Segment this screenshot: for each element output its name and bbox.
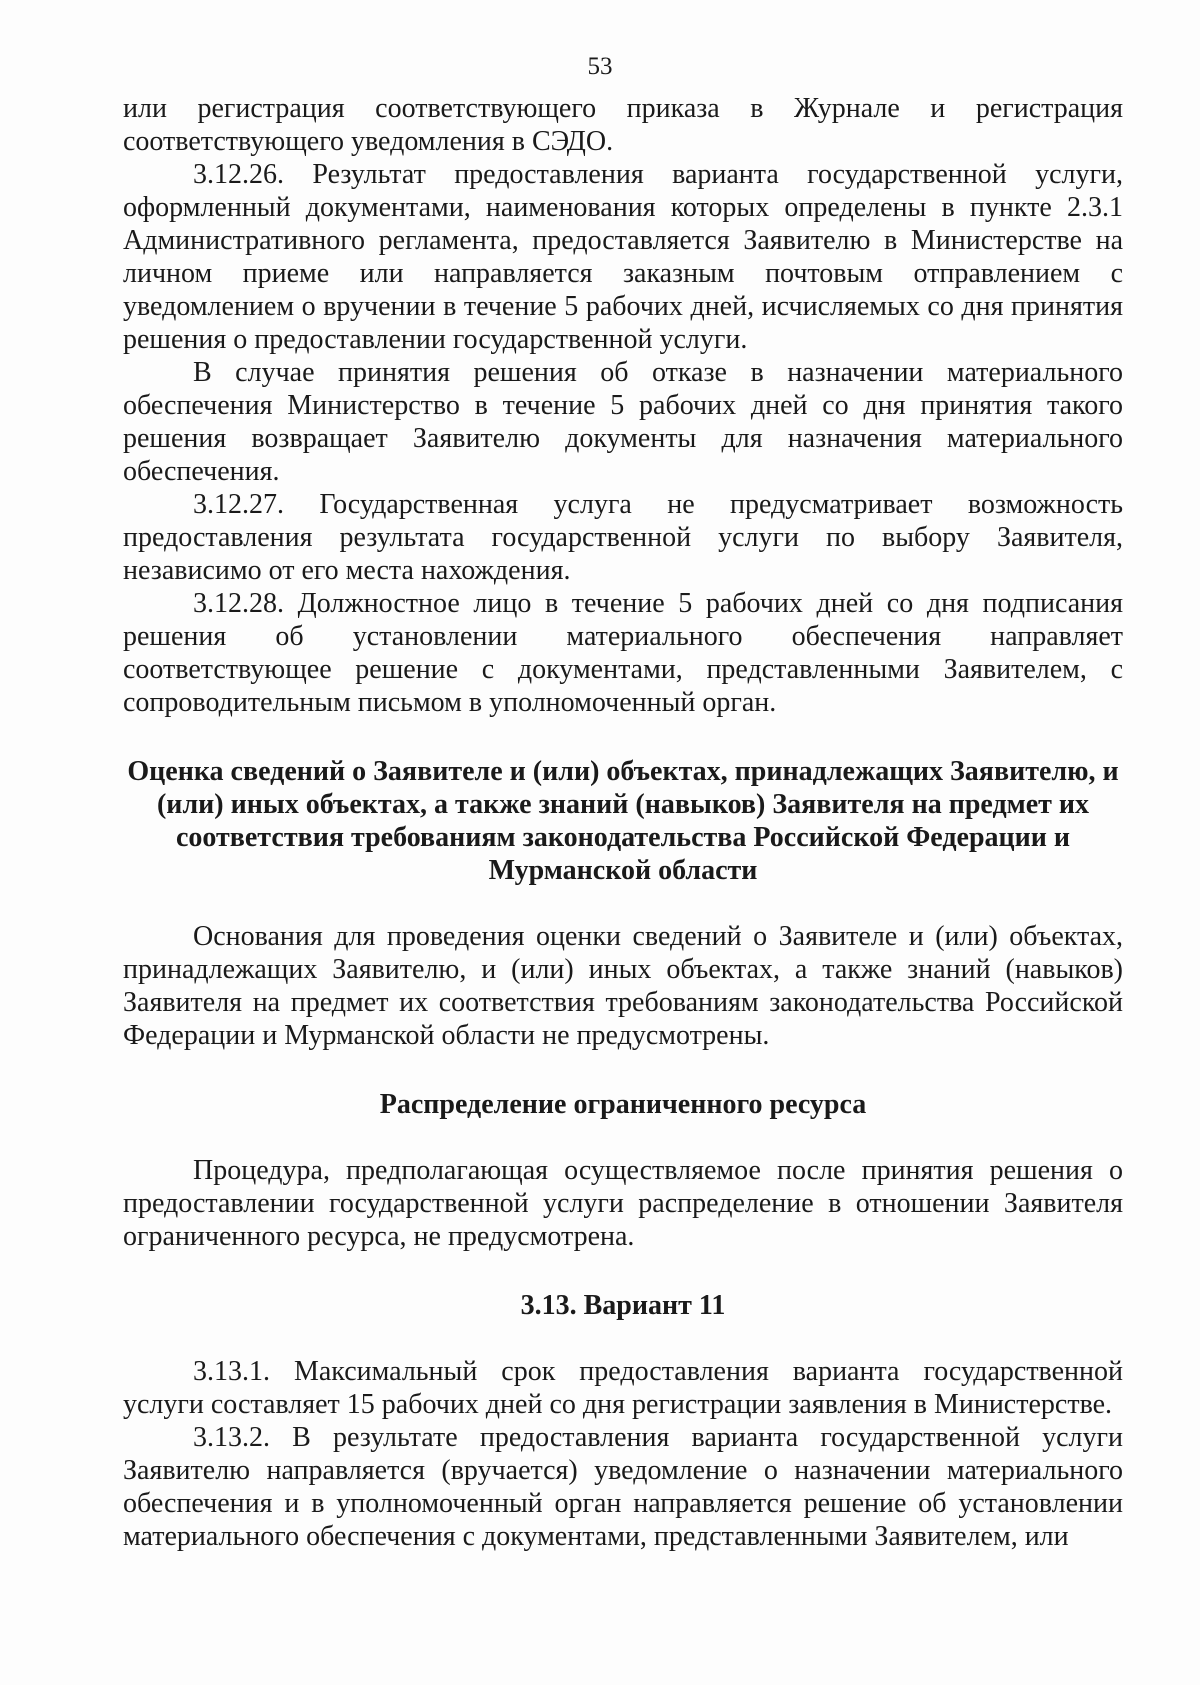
paragraph-3-13-1: 3.13.1. Максимальный срок предоставления варианта государственной услуги составляет 15 рабочих дней со дня регистрации заявления в Министерстве. <box>123 1356 1123 1420</box>
heading-resource-allocation: Распределение ограниченного ресурса <box>379 1089 867 1120</box>
paragraph-assessment-basis: Основания для проведения оценки сведений о Заявителе и (или) объектах, принадлежащих Заявителю, и (или) иных объектах, а также знаний (навыков) Заявителя на предмет их соответствия требованиям законодательства Российской Федерации и Мурманской области не предусмотрены. <box>123 921 1123 1051</box>
heading-assessment: Оценка сведений о Заявителе и (или) объектах, принадлежащих Заявителю, и (или) иных объектах, а также знаний (навыков) Заявителя на предмет их соответствия требованиям законодательства Российской Федерации и Мурманской области <box>127 756 1119 886</box>
paragraph-3-13-2: 3.13.2. В результате предоставления варианта государственной услуги Заявителю направляется (вручается) уведомление о назначении материального обеспечения и в уполномоченный орган направляется решение об установлении материального обеспечения с документами, представленными Заявителем, или <box>123 1422 1123 1552</box>
paragraph-3-12-28: 3.12.28. Должностное лицо в течение 5 рабочих дней со дня подписания решения об установлении материального обеспечения направляет соответствующее решение с документами, представленными Заявителем, с сопроводительным письмом в уполномоченный орган. <box>123 588 1123 718</box>
heading-variant-11: 3.13. Вариант 11 <box>520 1290 726 1321</box>
paragraph-continuation: или регистрация соответствующего приказа в Журнале и регистрация соответствующего уведомления в СЭДО. <box>123 93 1123 157</box>
paragraph-3-12-27: 3.12.27. Государственная услуга не предусматривает возможность предоставления результата государственной услуги по выбору Заявителя, независимо от его места нахождения. <box>123 489 1123 586</box>
paragraph-3-12-26: 3.12.26. Результат предоставления варианта государственной услуги, оформленный документами, наименования которых определены в пункте 2.3.1 Административного регламента, предоставляется Заявителю в Министерстве на личном приеме или направляется заказным почтовым отправлением с уведомлением о вручении в течение 5 рабочих дней, исчисляемых со дня принятия решения о предоставлении государственной услуги. <box>123 159 1123 355</box>
page-number: 53 <box>587 53 613 80</box>
paragraph-resource-procedure: Процедура, предполагающая осуществляемое после принятия решения о предоставлении государственной услуги распределение в отношении Заявителя ограниченного ресурса, не предусмотрена. <box>123 1155 1123 1252</box>
paragraph-refusal-case: В случае принятия решения об отказе в назначении материального обеспечения Министерство в течение 5 рабочих дней со дня принятия такого решения возвращает Заявителю документы для назначения материального обеспечения. <box>123 357 1123 487</box>
document-body <box>123 92 1123 1553</box>
